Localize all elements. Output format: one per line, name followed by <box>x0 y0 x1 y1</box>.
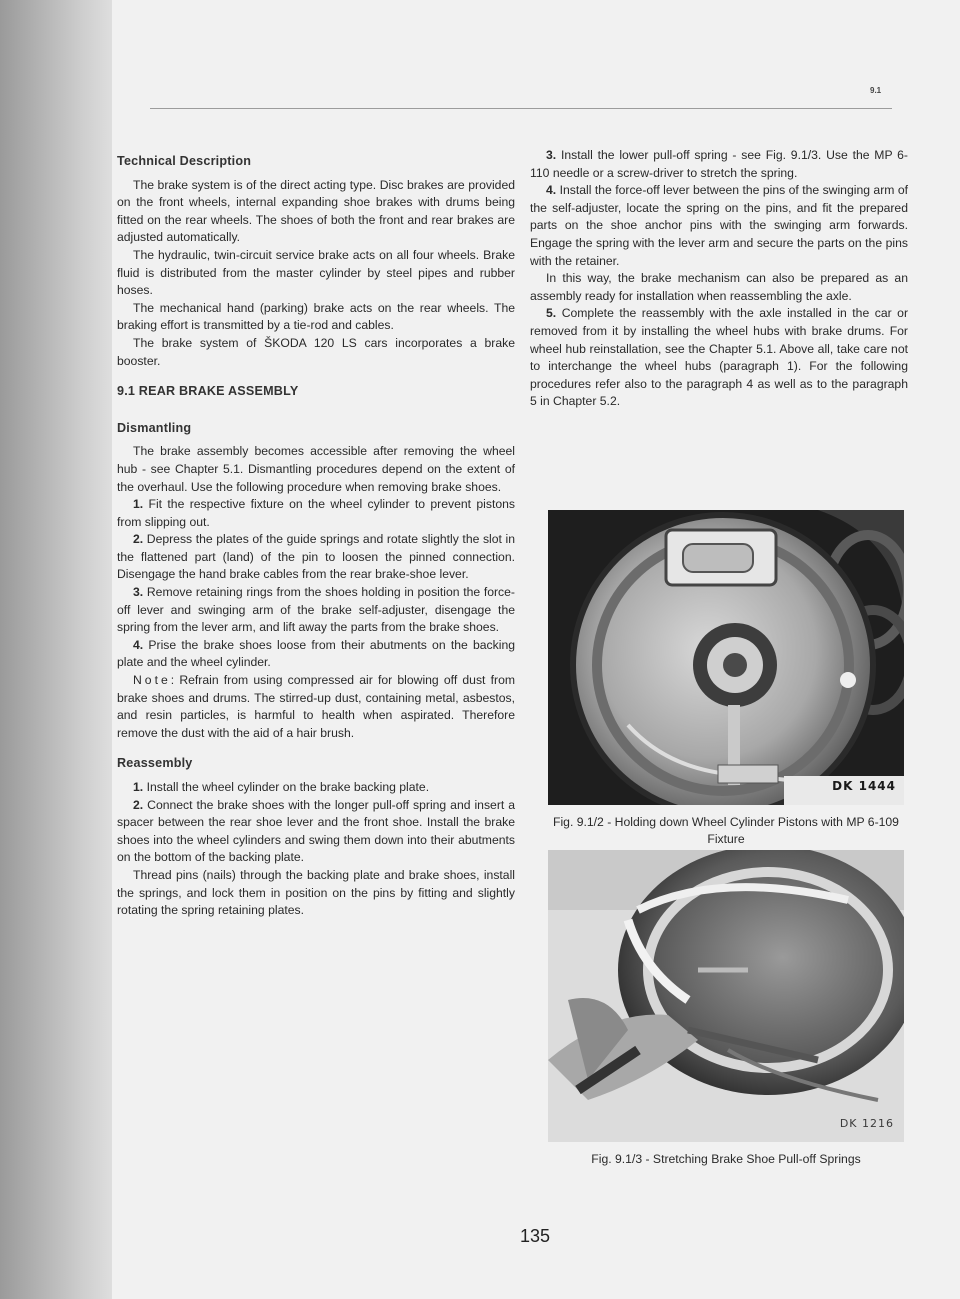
figure-caption: Fig. 9.1/3 - Stretching Brake Shoe Pull-off Springs <box>591 1152 861 1166</box>
tech-paragraph: The brake system is of the direct acting type. Disc brakes are provided on the front wheels, internal expanding shoe brakes with drums being fitted on the rear wheels. The shoes of both the front and rear brakes are adjusted automatically. <box>117 177 515 245</box>
tech-paragraph: The brake system of ŠKODA 120 LS cars incorporates a brake booster. <box>117 335 515 368</box>
step-number: 4. <box>546 183 557 198</box>
figure-code-label: DK 1444 <box>832 779 896 793</box>
book-binding-shadow <box>0 0 112 1299</box>
step-text: Fit the respective fixture on the wheel cylinder to prevent pistons from slipping out. <box>117 497 515 529</box>
step-number: 1. <box>133 780 144 794</box>
dismantling-step <box>117 531 515 584</box>
step-number: 4. <box>133 637 144 652</box>
dismantling-heading: Dismantling <box>117 420 192 435</box>
note-label: Note <box>133 673 171 688</box>
step-text: Complete the reassembly with the axle installed in the car or removed from it by installing the wheel hubs with brake drums. For wheel hub reinstallation, see the Chapter 5.1. Above all, take care not to interchange the wheel hubs (paragraph 1). For the following procedures refer also to the paragraph 4 as well as to the paragraph 5 in Chapter 5.2. <box>530 306 908 409</box>
reassembly-step <box>530 182 908 270</box>
figure-pull-off-spring-photo <box>548 850 904 1142</box>
step-number: 3. <box>546 148 557 162</box>
step-number: 1. <box>133 497 144 512</box>
step-text: Depress the plates of the guide springs and rotate slightly the slot in the flattened part (land) of the pin to loosen the pinned connection. Disengage the hand brake cables from the rear brake-shoe lever. <box>117 532 515 582</box>
dismantling-step <box>117 496 515 531</box>
rear-brake-assembly-heading: 9.1 REAR BRAKE ASSEMBLY <box>117 384 299 399</box>
step-text: Remove retaining rings from the shoes holding in position the force-off lever and swinging arm of the brake self-adjuster, disengage the spring from the lever arm, and lift away the parts from the brake shoes. <box>117 585 515 635</box>
note-text: : Refrain from using compressed air for blowing off dust from brake shoes and drums. The stirred-up dust, containing metal, asbestos, and resin particles, is harmful to health when aspirated. Therefore remove the dust with the aid of a hair brush. <box>117 673 515 740</box>
section-number: 9.1 <box>870 86 882 95</box>
dismantling-step <box>117 584 515 637</box>
brake-backing-plate-photo <box>548 510 904 805</box>
reassembly-step <box>530 147 908 182</box>
reassembly-heading: Reassembly <box>117 756 193 771</box>
spring-stretching-photo <box>548 850 904 1142</box>
tech-paragraph: The hydraulic, twin-circuit service brake acts on all four wheels. Brake fluid is distributed from the master cylinder by steel pipes and rubber hoses. <box>117 247 515 298</box>
technical-description-heading: Technical Description <box>117 154 252 168</box>
right-column <box>530 147 908 411</box>
step-text: Install the wheel cylinder on the brake backing plate. <box>146 780 430 794</box>
step-text: Connect the brake shoes with the longer pull-off spring and insert a spacer between the rear shoe lever and the front shoe. Install the brake shoes into the wheel cylinders and swing them down into their abutments on the bottom of the backing plate. <box>117 797 515 865</box>
reassembly-step <box>117 797 515 867</box>
step-text: Prise the brake shoes loose from their abutments on the backing plate and the wheel cylinder. <box>117 637 515 670</box>
reassembly-step <box>117 779 515 797</box>
safety-note <box>117 672 515 742</box>
left-column <box>117 153 515 920</box>
step-number: 5. <box>546 306 557 321</box>
figure-code-label: DK 1216 <box>839 1117 894 1130</box>
figure-caption: Fig. 9.1/2 - Holding down Wheel Cylinder Pistons with MP 6-109 Fixture <box>553 815 899 846</box>
figure-wheel-cylinder-photo <box>548 510 904 805</box>
tech-paragraph: The mechanical hand (parking) brake acts on the rear wheels. The braking effort is transmitted by a tie-rod and cables. <box>117 300 515 333</box>
reassembly-continuation: Thread pins (nails) through the backing plate and brake shoes, install the springs, and lock them in position on the pins by fitting and slightly rotating the spring retaining plates. <box>117 867 515 918</box>
step-number: 2. <box>133 532 144 547</box>
reassembly-continuation: In this way, the brake mechanism can also be prepared as an assembly ready for installation when reassembling the axle. <box>530 271 908 303</box>
step-number: 2. <box>133 797 144 812</box>
header-rule <box>150 108 892 109</box>
step-text: Install the lower pull-off spring - see Fig. 9.1/3. Use the MP 6-110 needle or a screw-driver to stretch the spring. <box>530 148 908 180</box>
reassembly-step <box>530 305 908 411</box>
step-text: Install the force-off lever between the pins of the swinging arm of the self-adjuster, locate the spring on the pins, and fit the prepared parts on the shoe anchor pins with the swinging arm forwards. Engage the spring with the lever arm and secure the parts on the pins with the retainer. <box>530 183 908 268</box>
dismantling-intro: The brake assembly becomes accessible after removing the wheel hub - see Chapter 5.1. Dismantling procedures depend on the extent of the overhaul. Use the following procedure when removing brake shoes. <box>117 444 515 494</box>
dismantling-step <box>117 637 515 672</box>
step-number: 3. <box>133 585 144 600</box>
page-number: 135 <box>519 1226 551 1246</box>
